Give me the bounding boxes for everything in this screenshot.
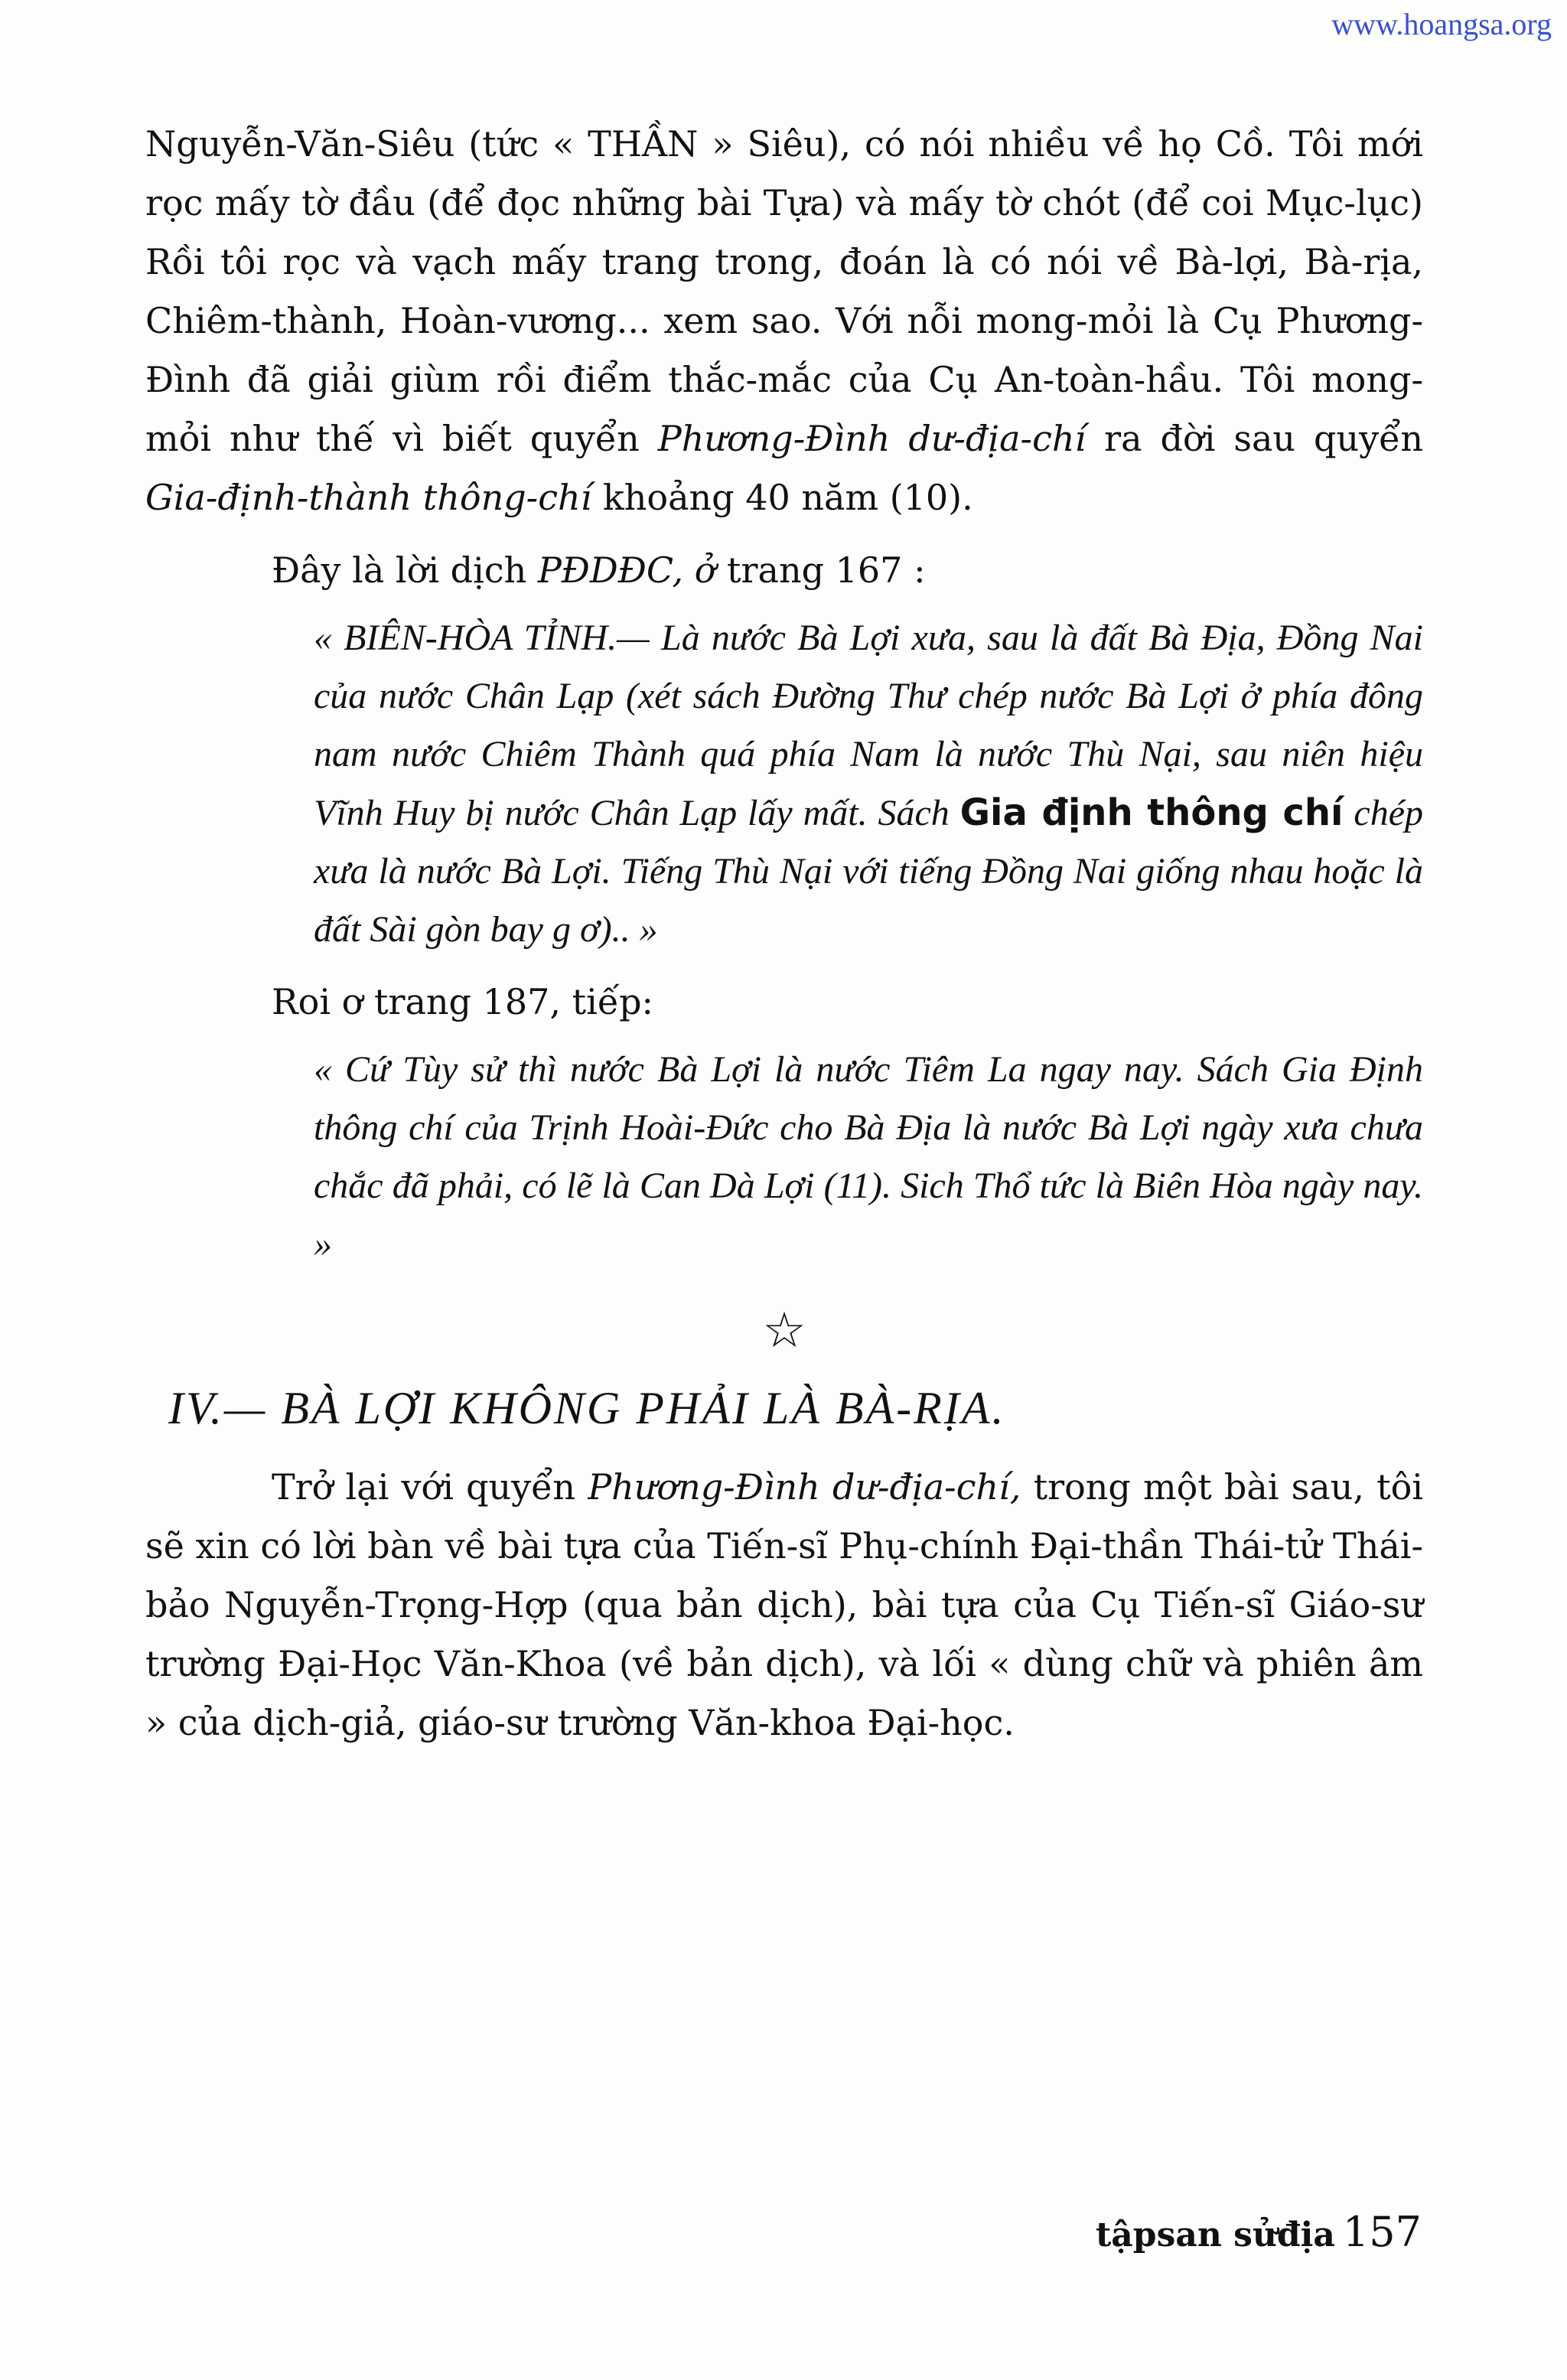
text: « BIÊN-HÒA TỈNH.— Là nước Bà Lợi xưa, sau là đất Bà Địa, Đồng Nai của nước Chân Lạp (xét sách Đường Thư chép nước Bà Lợi ở phía đông nam nước Chiêm Thành quá phía Nam là nước Thù Nại, sau niên hiệu Vĩnh Huy bị nước Chân Lạp lấy mất. Sách [314,618,1423,833]
paragraph-1 [145,115,1423,527]
abbreviation: PĐDĐC, ở [537,549,716,591]
text: Nguyễn-Văn-Siêu (tức « THẦN » Siêu), có nói nhiều về họ Cồ. Tôi mới rọc mấy tờ đầu (để đọc những bài Tựa) và mấy tờ chót (để coi Mục-lục) Rồi tôi rọc và vạch mấy trang trong, đoán là có nói về Bà-lợi, Bà-rịa, Chiêm-thành, Hoàn-vương... xem sao. Với nỗi mong-mỏi là Cụ Phương-Đình đã giải giùm rồi điểm thắc-mắc của Cụ An-toàn-hầu. Tôi mong-mỏi như thế vì biết quyển [145,123,1423,459]
block-quote-1 [145,609,1423,959]
text: Trở lại với quyển [272,1466,588,1508]
quote-intro-1 [145,541,1423,600]
block-quote-2: « Cứ Tùy sử thì nước Bà Lợi là nước Tiêm La ngay nay. Sách Gia Định thông chí của Trịnh Hoài-Đức cho Bà Địa là nước Bà Lợi ngày xưa chưa chắc đã phải, có lẽ là Can Dà Lợi (11). Sich Thổ tức là Biên Hòa ngày nay. » [314,1049,1423,1264]
book-title: Gia định thông chí [959,791,1344,834]
paragraph-2 [145,1458,1423,1752]
book-title: Phương-Đình dư-địa-chí, [588,1466,1021,1508]
page-footer [1096,2208,1422,2256]
text: ra đời sau quyển [1086,418,1423,459]
page-body [145,115,1423,1752]
page-number: 157 [1342,2208,1422,2256]
text: trang 167 : [715,549,926,591]
text: trong một bài sau, tôi sẽ xin có lời bàn về bài tựa của Tiến-sĩ Phụ-chính Đại-thần Thái-tử Thái-bảo Nguyễn-Trọng-Hợp (qua bản dịch), bài tựa của Cụ Tiến-sĩ Giáo-sư trường Đại-Học Văn-Khoa (về bản dịch), và lối « dùng chữ và phiên âm » của dịch-giả, giáo-sư trường Văn-khoa Đại-học. [145,1466,1423,1743]
watermark[interactable]: www.hoangsa.org [1331,7,1552,41]
quote-intro-2: Roi ơ trang 187, tiếp: [272,981,654,1022]
section-heading: IV.— BÀ LỢI KHÔNG PHẢI LÀ BÀ-RỊA. [168,1383,1006,1433]
book-title: Gia-định-thành thông-chí [145,477,592,518]
text: khoảng 40 năm (10). [591,477,973,518]
star-icon: ☆ [762,1302,806,1359]
text: Đây là lời dịch [272,549,538,591]
text: chép xưa là nước Bà Lợi. Tiếng Thù Nại với tiếng Đồng Nai giống nhau hoặc là đất Sài gòn bay g ơ).. » [314,793,1424,950]
book-title: Phương-Đình dư-địa-chí [657,418,1086,459]
journal-name: tậpsan sửđịa [1095,2215,1335,2254]
